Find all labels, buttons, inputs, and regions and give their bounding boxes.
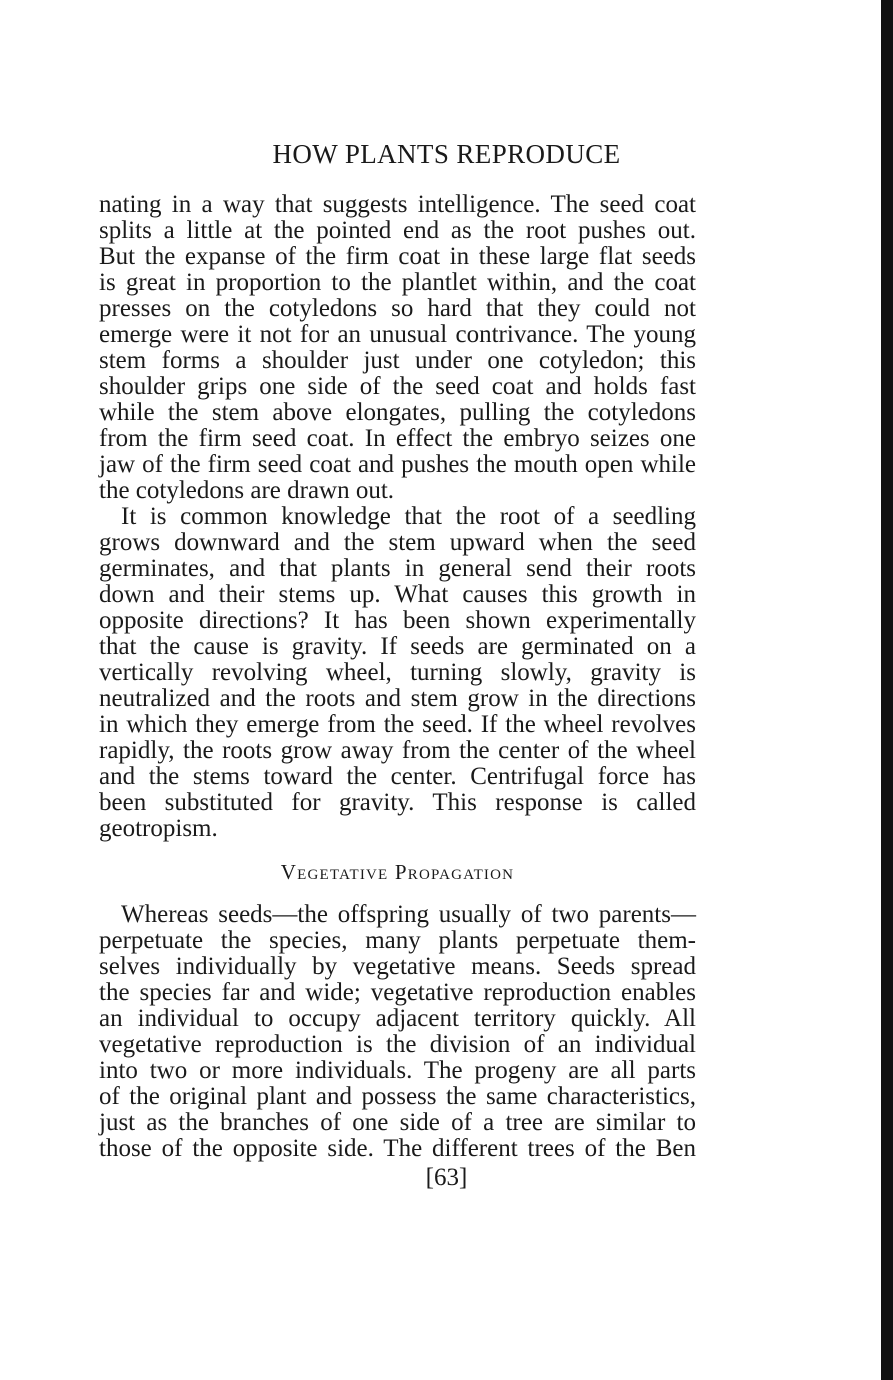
- text-line: and the stems toward the center. Centrifugal force has: [99, 763, 696, 790]
- text-line: jaw of the firm seed coat and pushes the mouth open while: [99, 451, 696, 478]
- running-head: HOW PLANTS REPRODUCE: [272, 139, 621, 169]
- text-line: the species far and wide; vegetative reproduction enables: [99, 979, 696, 1006]
- text-line: the cotyledons are drawn out.: [99, 477, 395, 504]
- text-line: rapidly, the roots grow away from the center of the wheel: [99, 737, 696, 764]
- text-line: geotropism.: [99, 815, 218, 842]
- text-line: opposite directions? It has been shown experimentally: [99, 607, 696, 634]
- text-line: germinates, and that plants in general send their roots: [99, 555, 696, 582]
- text-line: stem forms a shoulder just under one cotyledon; this: [99, 347, 696, 374]
- text-line: vertically revolving wheel, turning slowly, gravity is: [99, 659, 696, 686]
- page-number: [63]: [425, 1164, 468, 1191]
- text-line: while the stem above elongates, pulling the cotyledons: [99, 399, 696, 426]
- text-line: nating in a way that suggests intelligence. The seed coat: [99, 191, 696, 218]
- text-line: perpetuate the species, many plants perpetuate them-: [99, 927, 696, 954]
- text-line: neutralized and the roots and stem grow in the directions: [99, 685, 696, 712]
- text-line: in which they emerge from the seed. If the wheel revolves: [99, 711, 696, 738]
- text-line: into two or more individuals. The progeny are all parts: [99, 1057, 696, 1084]
- text-line: splits a little at the pointed end as the root pushes out.: [99, 217, 696, 244]
- text-line: been substituted for gravity. This response is called: [99, 789, 696, 816]
- text-line: emerge were it not for an unusual contrivance. The young: [99, 321, 696, 348]
- text-line: from the firm seed coat. In effect the embryo seizes one: [99, 425, 696, 452]
- text-line: presses on the cotyledons so hard that they could not: [99, 295, 696, 322]
- text-line: grows downward and the stem upward when the seed: [99, 529, 696, 556]
- text-line: But the expanse of the firm coat in these large flat seeds: [99, 243, 696, 270]
- text-line: just as the branches of one side of a tree are similar to: [99, 1109, 696, 1136]
- text-line: an individual to occupy adjacent territory quickly. All: [99, 1005, 696, 1032]
- text-line: vegetative reproduction is the division of an individual: [99, 1031, 696, 1058]
- paragraph-2: [99, 504, 696, 842]
- text-line: down and their stems up. What causes this growth in: [99, 581, 696, 608]
- text-line: is great in proportion to the plantlet within, and the coat: [99, 269, 696, 296]
- text-line: selves individually by vegetative means. Seeds spread: [99, 953, 696, 980]
- text-line: of the original plant and possess the same characteristics,: [99, 1083, 696, 1110]
- text-line: Whereas seeds—the offspring usually of two parents—: [121, 901, 696, 928]
- section-heading: Vegetative Propagation: [280, 860, 515, 884]
- text-line: those of the opposite side. The different trees of the Ben: [99, 1135, 696, 1162]
- body-text: [99, 192, 696, 1162]
- paragraph-3: [99, 902, 696, 1162]
- text-line: It is common knowledge that the root of a seedling: [121, 503, 696, 530]
- paragraph-1: [99, 192, 696, 504]
- text-line: shoulder grips one side of the seed coat and holds fast: [99, 373, 696, 400]
- text-line: that the cause is gravity. If seeds are germinated on a: [99, 633, 696, 660]
